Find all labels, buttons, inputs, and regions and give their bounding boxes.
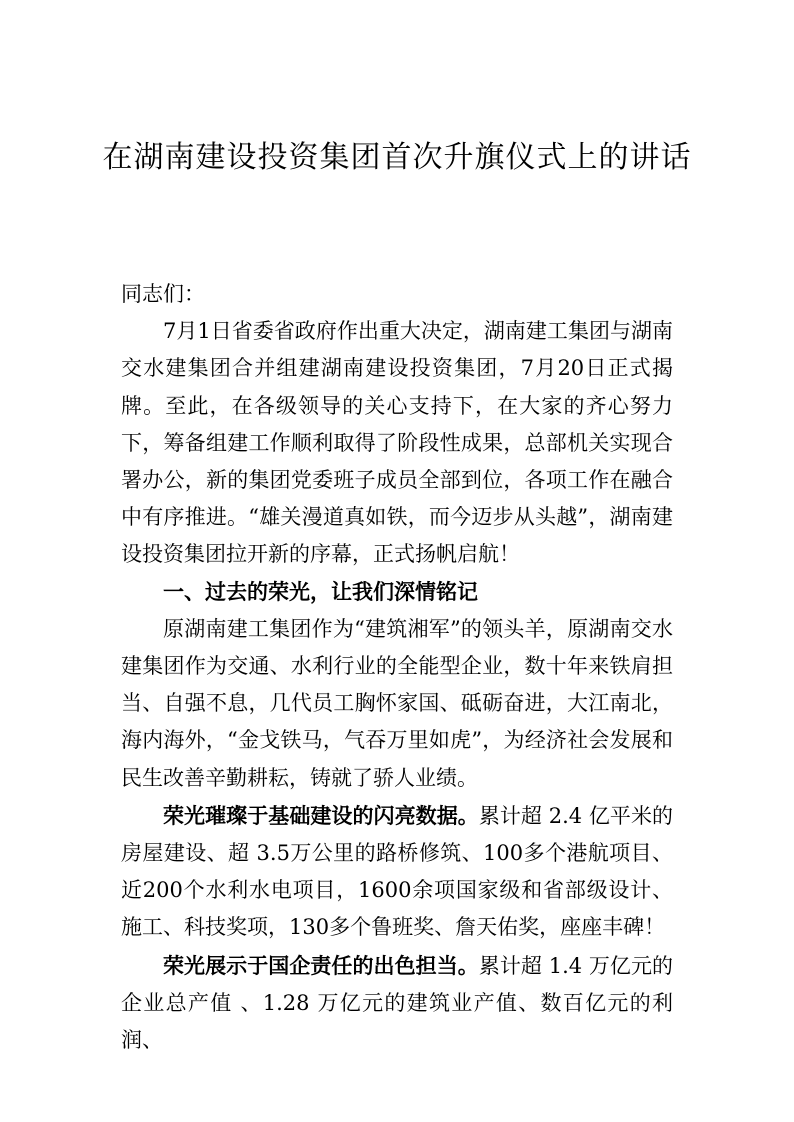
point-2-lead: 荣光展示于国企责任的出色担当。: [163, 952, 479, 978]
salutation: 同志们：: [121, 282, 205, 306]
point-1-text: 累计超 2.4 亿平米的房屋建设、超 3.5万公里的路桥修筑、100多个港航项目、近200个水利水电项目，1600余项国家级和省部级设计、施工、科技奖项，130多个鲁班奖、詹天佑奖，座座丰碑！: [121, 803, 674, 940]
point-1-lead: 荣光璀璨于基础建设的闪亮数据。: [163, 802, 479, 828]
section-paragraph: 原湖南建工集团作为“建筑湘军”的领头羊，原湖南交水建集团作为交通、水利行业的全能型企业，数十年来铁肩担当、自强不息，几代员工胸怀家国、砥砺奋进，大江南北，海内海外，“金戈铁马，气吞万里如虎”，为经济社会发展和民生改善辛勤耕耘，铸就了骄人业绩。: [121, 616, 673, 790]
point-2-paragraph: [121, 947, 673, 1060]
point-1-paragraph: [121, 797, 673, 947]
section-heading: 一、过去的荣光，让我们深情铭记: [163, 579, 478, 604]
intro-paragraph: 7月1日省委省政府作出重大决定，湖南建工集团与湖南交水建集团合并组建湖南建设投资集团，7月20日正式揭牌。至此，在各级领导的关心支持下，在大家的齐心努力下，筹备组建工作顺利取得了阶段性成果，总部机关实现合署办公，新的集团党委班子成员全部到位，各项工作在融合中有序推进。“雄关漫道真如铁，而今迈步从头越”，湖南建设投资集团拉开新的序幕，正式扬帆启航！: [121, 319, 673, 567]
point-2-text: 累计超 1.4 万亿元的企业总产值 、1.28 万亿元的建筑业产值、数百亿元的利润、: [121, 953, 674, 1053]
document-body: [121, 276, 673, 1059]
document-title: 在湖南建设投资集团首次升旗仪式上的讲话: [102, 140, 692, 175]
